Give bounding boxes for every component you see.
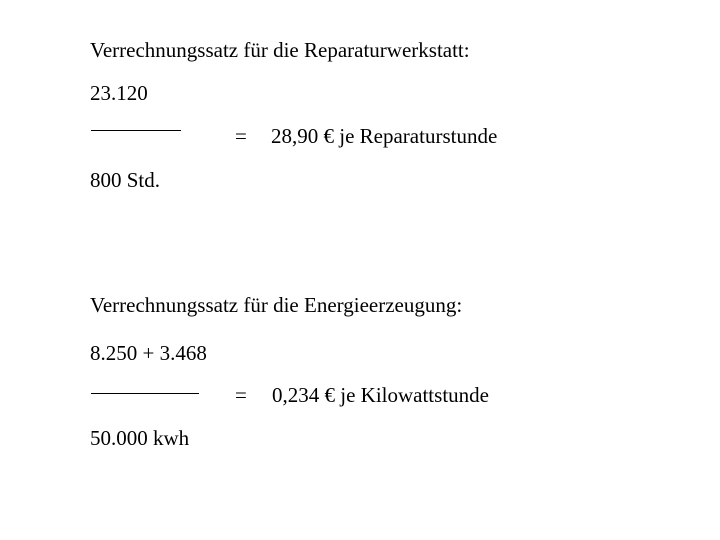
fraction-numerator: 8.250 + 3.468 [90, 341, 207, 365]
equals-sign: = [235, 383, 247, 407]
calculation-result: 0,234 € je Kilowattstunde [272, 383, 489, 407]
fraction-numerator: 23.120 [90, 81, 148, 105]
section-heading: Verrechnungssatz für die Reparaturwerkstatt: [90, 38, 470, 62]
fraction-bar [91, 393, 199, 394]
fraction-denominator: 800 Std. [90, 168, 161, 192]
fraction-denominator: 50.000 kwh [90, 426, 190, 450]
calculation-result: 28,90 € je Reparaturstunde [271, 124, 498, 148]
fraction-bar [91, 130, 181, 131]
section-heading: Verrechnungssatz für die Energieerzeugung: [90, 293, 463, 317]
equals-sign: = [235, 124, 247, 148]
